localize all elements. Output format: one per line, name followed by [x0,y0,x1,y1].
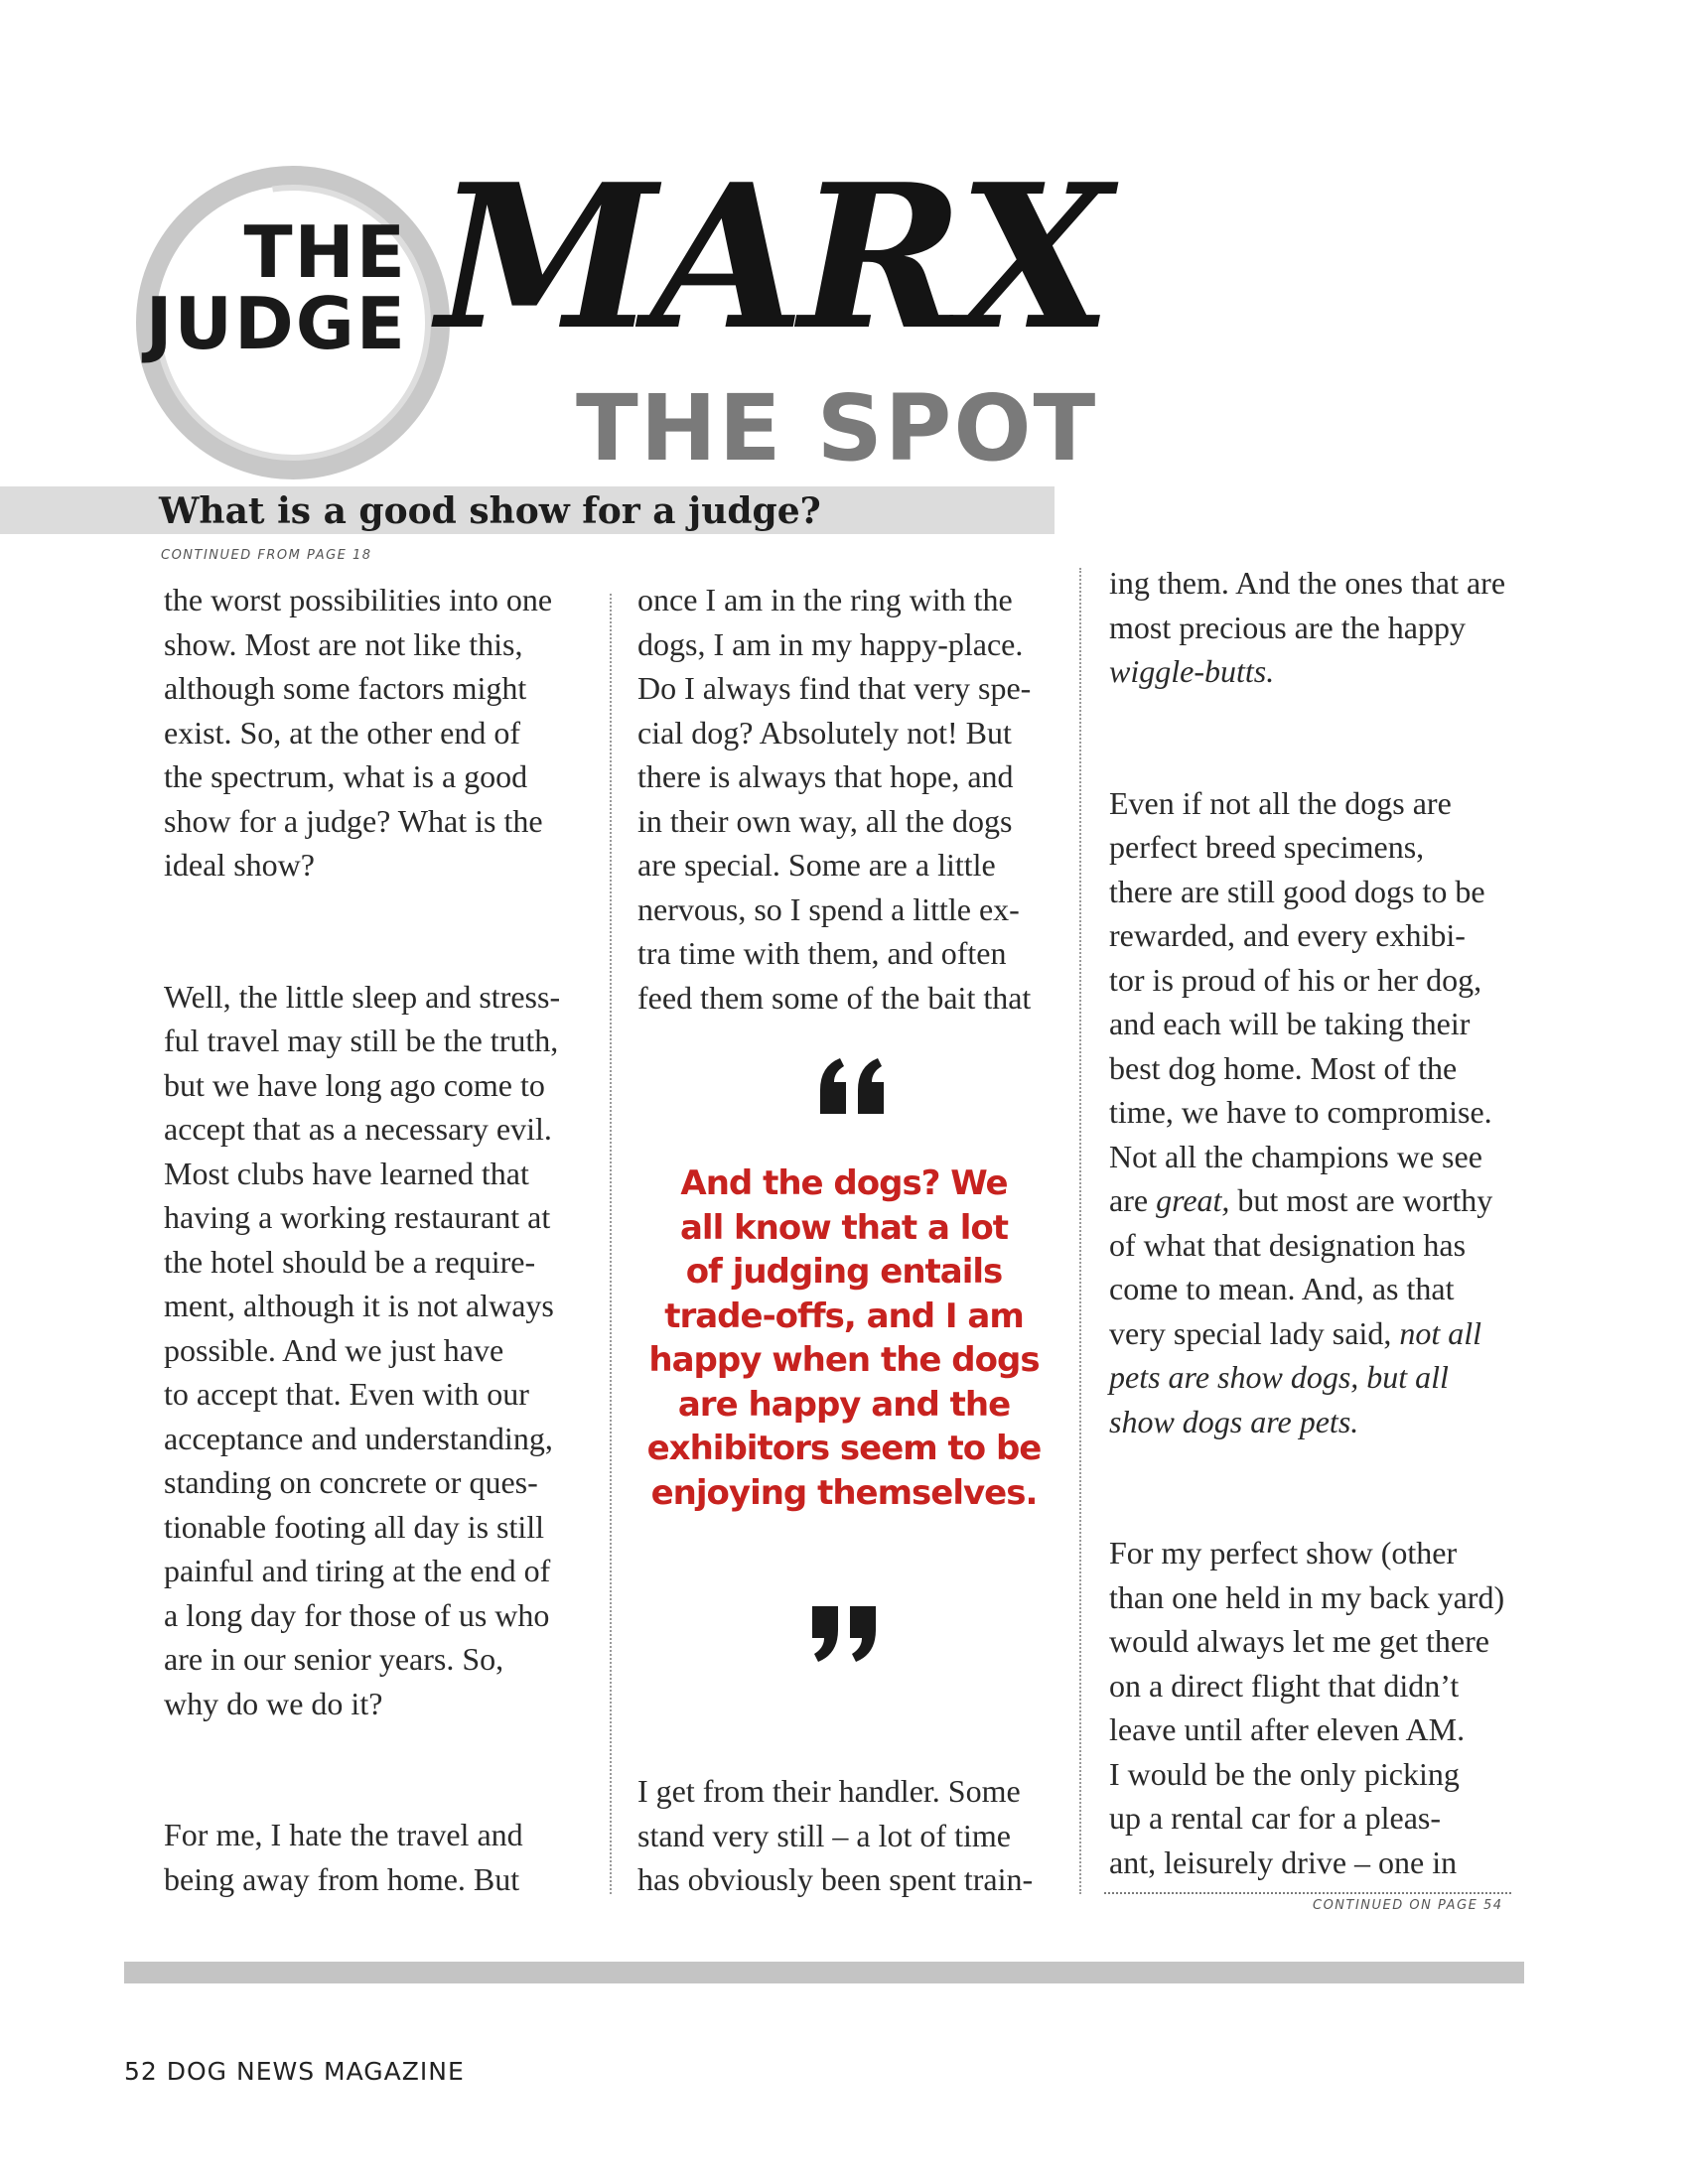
masthead-the: THE [243,210,407,294]
pull-quote-line: And the dogs? We [680,1163,1008,1203]
text-line: tionable footing all day is still [164,1508,545,1545]
text-run: but most are worthy [1229,1182,1493,1218]
text-line: Most clubs have learned that [164,1155,529,1191]
text-line: exist. So, at the other end of [164,714,521,751]
text-line: perfect breed specimens, [1109,829,1425,865]
column-2-top [637,578,1064,1020]
text-line: feed them some of the bait that [637,979,1032,1016]
text-line: than one held in my back yard) [1109,1578,1505,1615]
text-line: most precious are the happy [1109,609,1466,645]
text-line: For my perfect show (other [1109,1535,1458,1570]
text-line: of what that designation has [1109,1226,1467,1263]
text-line: why do we do it? [164,1685,383,1721]
text-line: ideal show? [164,847,315,883]
emphasis: great, [1156,1182,1230,1218]
text-line: time, we have to compromise. [1109,1094,1492,1130]
text-line: possible. And we just have [164,1331,504,1368]
pull-quote [640,1161,1048,1515]
text-line: painful and tiring at the end of [164,1553,551,1588]
text-line: rewarded, and every exhibi- [1109,917,1466,953]
pull-quote-line: enjoying themselves. [650,1472,1038,1513]
pull-quote-line: exhibitors seem to be [646,1429,1042,1468]
text-run: are [1109,1182,1157,1218]
text-line: ment, although it is not always [164,1288,554,1323]
text-line: best dog home. Most of the [1109,1049,1458,1086]
page-folio: 52 DOG NEWS MAGAZINE [124,2057,465,2086]
column-divider [610,594,612,1894]
text-line: would always let me get there [1109,1623,1489,1659]
emphasis: not all [1399,1314,1482,1351]
text-line: standing on concrete or ques- [164,1464,538,1500]
pull-quote-line: are happy and the [677,1384,1011,1425]
text-line: and each will be taking their [1109,1006,1471,1041]
text-line: leave until after eleven AM. [1109,1711,1466,1747]
text-line: are in our senior years. So, [164,1641,504,1677]
text-line: has obviously been spent train- [637,1861,1034,1897]
text-line: there are still good dogs to be [1109,873,1485,909]
text-line: although some factors might [164,670,527,706]
column-divider [1079,568,1081,1894]
text-line: I get from their handler. Some [637,1773,1021,1809]
text-line: a long day for those of us who [164,1596,550,1633]
text-line: ful travel may still be the truth, [164,1023,559,1058]
open-quote-icon [814,1052,894,1122]
footer-bar [124,1962,1524,1983]
column-3 [1109,561,1546,1884]
continued-from-note: CONTINUED FROM PAGE 18 [161,548,372,563]
text-line: show dogs are pets. [1109,1403,1359,1439]
text-line: tra time with them, and often [637,935,1007,971]
text-line: Even if not all the dogs are [1109,784,1452,821]
pull-quote-line: happy when the dogs [648,1340,1040,1380]
section-heading: What is a good show for a judge? [159,490,821,532]
text-line: being away from home. But [164,1860,520,1897]
text-line: in their own way, all the dogs [637,802,1013,839]
pull-quote-line: of judging entails [685,1252,1003,1292]
text-line: the spectrum, what is a good [164,758,528,794]
text-line: show. Most are not like this, [164,625,523,662]
text-line: ing them. And the ones that are [1109,565,1506,601]
pull-quote-line: trade-offs, and I am [664,1296,1024,1336]
text-line: there is always that hope, and [637,758,1014,794]
text-line: For me, I hate the travel and [164,1817,523,1852]
text-line: up a rental car for a pleas- [1109,1800,1442,1836]
text-line: Well, the little sleep and stress- [164,978,561,1015]
text-line [1109,1178,1546,1223]
text-line: come to mean. And, as that [1109,1271,1455,1306]
text-line: acceptance and understanding, [164,1420,553,1456]
column-1 [164,578,601,1901]
text-line: cial dog? Absolutely not! But [637,714,1012,751]
text-line: nervous, so I spend a little ex- [637,890,1020,927]
text-line: Not all the champions we see [1109,1138,1482,1174]
column-end-rule [1104,1892,1511,1894]
text-line: wiggle-butts. [1109,653,1275,689]
text-line: show for a judge? What is the [164,802,543,839]
text-line: ant, leisurely drive – one in [1109,1843,1458,1880]
text-line: tor is proud of his or her dog, [1109,961,1482,998]
column-2-bottom [637,1769,1064,1902]
text-line: having a working restaurant at [164,1199,551,1235]
text-line: to accept that. Even with our [164,1376,529,1412]
text-line: I would be the only picking [1109,1755,1460,1792]
text-line: once I am in the ring with the [637,582,1013,617]
text-run: very special lady said, [1109,1314,1400,1351]
masthead-judge: JUDGE [145,282,407,365]
text-line: the worst possibilities into one [164,582,553,617]
masthead-marx-logo: MARX [437,141,1106,374]
text-line: the hotel should be a require- [164,1243,536,1280]
text-line: stand very still – a lot of time [637,1817,1011,1853]
text-line: on a direct flight that didn’t [1109,1667,1460,1704]
text-line: dogs, I am in my happy-place. [637,625,1024,662]
text-line: accept that as a necessary evil. [164,1111,552,1147]
text-line: but we have long ago come to [164,1066,545,1103]
close-quote-icon [806,1598,886,1668]
continued-on-note: CONTINUED ON PAGE 54 [1313,1898,1503,1913]
pull-quote-line: all know that a lot [679,1207,1009,1248]
text-line: Do I always find that very spe- [637,670,1032,706]
masthead-the-spot: THE SPOT [576,375,1098,481]
text-line: are special. Some are a little [637,847,996,883]
text-line: pets are show dogs, but all [1109,1359,1449,1395]
text-line [1109,1311,1546,1356]
